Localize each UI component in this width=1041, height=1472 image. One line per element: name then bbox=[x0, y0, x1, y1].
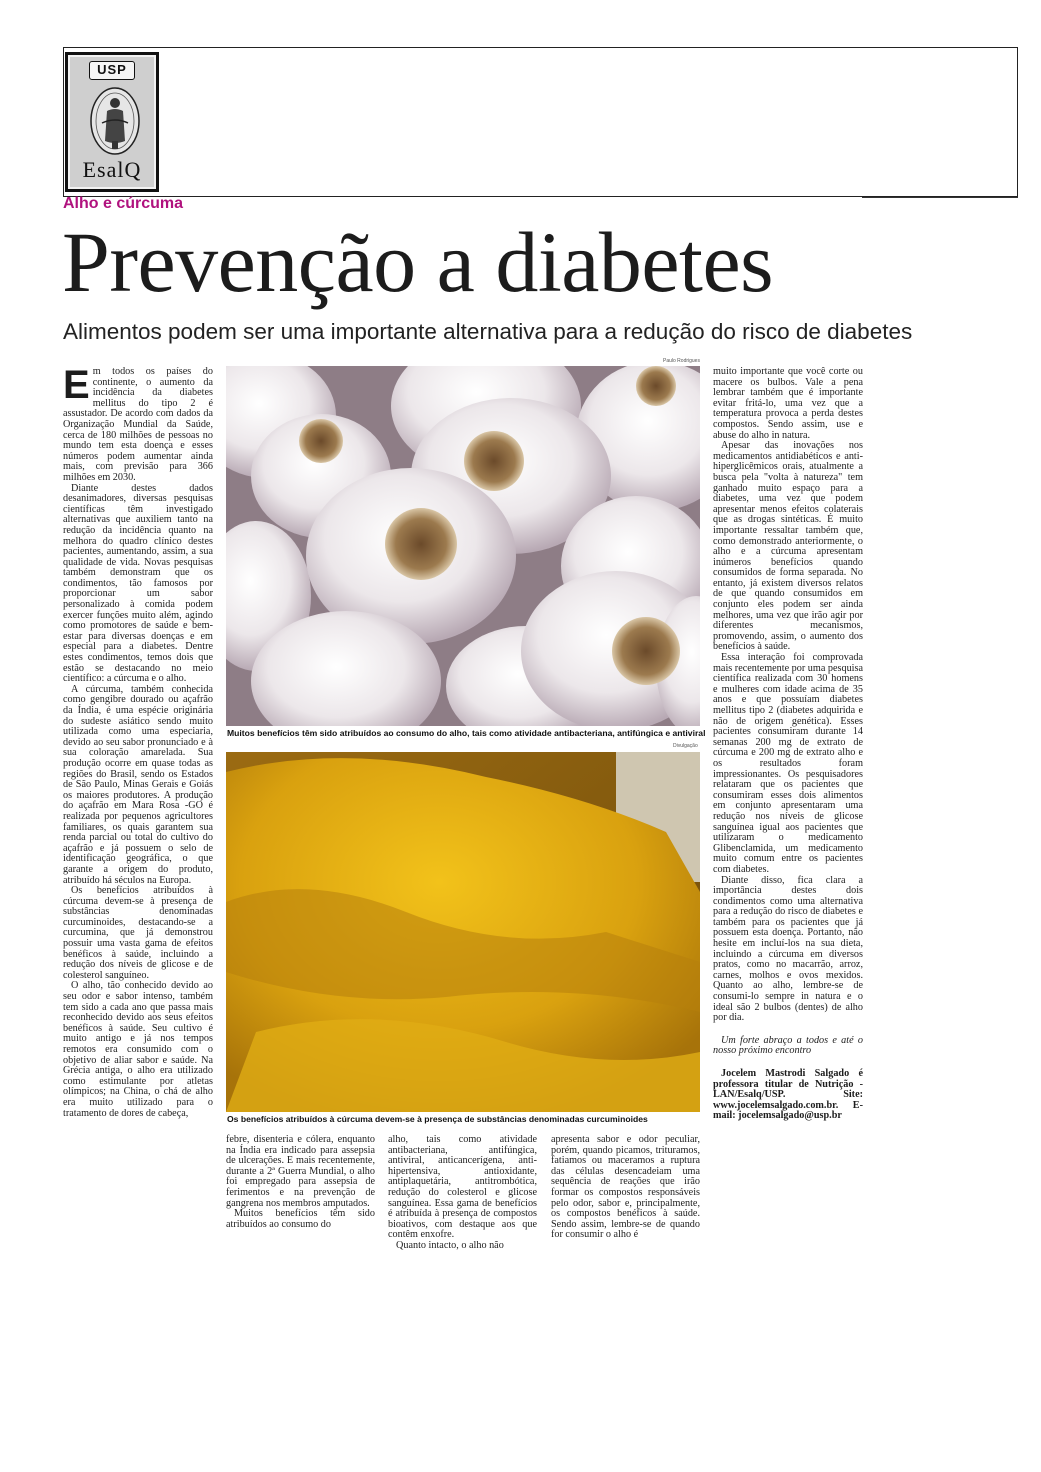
article-column-1 bbox=[63, 363, 213, 1119]
deck-subtitle: Alimentos podem ser uma importante alternativa para a redução do risco de diabetes bbox=[63, 319, 913, 344]
body-paragraph: Diante disso, fica clara a importância destes dois condimentos como uma alternativa para a redução do risco de diabetes e também para os pacientes que já possuem esta doença. Portanto, não hesite em incluí-los na sua dieta, incluindo a cúrcuma em diversos pratos, como no macarrão, arroz, carnes, molhos e ovos mexidos. Quanto ao alho, lembre-se de consumi-lo sempre in natura e o ideal são 2 bulbos (dentes) de alho por dia. bbox=[713, 874, 863, 1024]
caption-garlic: Muitos benefícios têm sido atribuídos ao consumo do alho, tais como atividade antibacteriana, antifúngica e antiviral bbox=[227, 728, 706, 738]
article-column-5 bbox=[713, 367, 863, 1122]
article-column-2 bbox=[226, 1135, 375, 1230]
body-paragraph: Quanto intacto, o alho não bbox=[396, 1239, 504, 1251]
drop-cap: E bbox=[63, 363, 90, 407]
logo-usp-text: USP bbox=[89, 61, 135, 80]
body-paragraph: Apesar das inovações nos medicamentos antidiabéticos e anti-hiperglicêmicos orais, atualmente a busca pela "volta à natureza" tem ganhado muito espaço para a diabetes, uma vez que podem apresentar menos efeitos colaterais que as drogas sintéticas. É muito importante ressaltar também que, como demonstrado anteriormente, o alho e a cúrcuma apresentam inúmeros benefícios quando consumidos de forma separada. No entanto, já existem diversos relatos de que quando consumidos em conjunto eles podem ser ainda melhores, uma vez que irão agir por diferentes mecanismos, promovendo, assim, o aumento dos benefícios à saúde. bbox=[713, 440, 863, 653]
body-paragraph: Essa interação foi comprovada mais recentemente por uma pesquisa científica realizada com 30 homens e mulheres com idade acima de 35 anos e que possuíam diabetes mellitus tipo 2 (diabetes adquirida e não de origem genética). Esses pacientes consumiram durante 14 semanas 200 mg de extrato de cúrcuma e 200 mg de extrato alho e os resultados foram impressionantes. Os pesquisadores relataram que os pacientes que consumiram esses dois alimentos em conjunto apresentaram uma redução nos níveis de glicose sanguínea igual aos pacientes que utilizaram o medicamento Glibenclamida, um medicamento muito comum entre os pacientes com diabetes. bbox=[713, 652, 863, 875]
logo-esalq-text: EsalQ bbox=[82, 157, 142, 182]
body-paragraph: Em todos os países do continente, o aumento da incidência da diabetes mellitus do tipo 2 é assustador. De acordo com dados da Organização Mundial da Saúde, cerca de 180 milhões de pessoas no mundo tem esta doença e esses números podem aumentar ainda mais, com previsão para 366 milhões em 2030. bbox=[63, 363, 213, 483]
body-paragraph: O alho, tão conhecido devido ao seu odor e sabor intenso, também tem sido a cada ano que passa mais reconhecido devido aos seus efeitos benéficos à saúde. Seu cultivo é muito antigo e já nos tempos remotos era consumido com o objetivo de aliar sabor e saúde. Na Grécia antiga, o alho era utilizado como estimulante por atletas olímpicos; na China, o chá de alho era muito utilizado para o tratamento de dores de cabeça, bbox=[63, 980, 213, 1119]
body-paragraph: febre, disenteria e cólera, enquanto na Índia era indicado para assepsia de ulcerações. E mais recentemente, durante a 2ª Guerra Mundial, o alho foi empregado para assepsia de ferimentos e na prevenção de gangrena nos membros amputados. bbox=[226, 1134, 375, 1209]
article-column-4 bbox=[551, 1135, 700, 1241]
logo-emblem-icon bbox=[88, 83, 142, 159]
signoff: Um forte abraço a todos e até o nosso próximo encontro bbox=[713, 1034, 863, 1057]
caption-turmeric: Os benefícios atribuídos à cúrcuma devem-se à presença de substâncias denominadas curcuminoides bbox=[227, 1114, 648, 1124]
header-rule bbox=[862, 197, 1018, 198]
body-paragraph: Muitos benefícios têm sido atribuídos ao consumo do bbox=[226, 1208, 375, 1230]
body-paragraph: Diante destes dados desanimadores, diversas pesquisas científicas têm investigado alternativas que auxiliem tanto na redução da incidência quanto na melhora do quadro clínico destes pacientes, aumentando, assim, a sua qualidade de vida. Novas pesquisas também demonstram que os condimentos, tão famosos por proporcionar um sabor personalizado à comida podem exercer funções muito além, agindo como promotores de saúde e bem-estar para diversas doenças e em especial para a diabetes. Dentre estes condimentos, temos dois que estão se destacando no meio científico: a cúrcuma e o alho. bbox=[63, 482, 213, 685]
article-column-3 bbox=[388, 1135, 537, 1252]
body-paragraph: alho, tais como atividade antibacteriana, antifúngica, antiviral, anticancerígena, anti-hipertensiva, antioxidante, antiplaquetária, antitrombótica, redução do colesterol e glicose sanguínea. Essa gama de benefícios é atribuída à presença de compostos bioativos, com destaque aos que contêm enxofre. bbox=[388, 1134, 537, 1241]
kicker: Alho e cúrcuma bbox=[63, 195, 184, 212]
body-paragraph: Os benefícios atribuídos à cúrcuma devem-se à presença de substâncias denominadas curcuminoides, destacando-se a curcumina, que já demonstrou possuir uma vasta gama de efeitos benéficos à saúde, incluindo a redução dos níveis de glicose e de colesterol sanguíneo. bbox=[63, 885, 213, 981]
photo-credit-garlic: Paulo Rodrigues bbox=[663, 358, 700, 364]
photo-credit-turmeric: Divulgação bbox=[673, 743, 698, 749]
body-paragraph: A cúrcuma, também conhecida como gengibre dourado ou açafrão da Índia, é uma espécie originária do sudeste asiático sendo muito utilizada como uma especiaria, devido ao seu sabor pronunciado e à sua coloração amarelada. Sua produção ocorre em quase todas as regiões do Brasil, sendo os Estados de São Paulo, Minas Gerais e Goiás os maiores produtores. A produção do açafrão em Mara Rosa -GO é realizada por pequenos agricultores familiares, os quais garantem sua renda parcial ou total do cultivo do açafrão e já possuem o selo de identificação geográfica, o que garante a origem do produto, atribuído há séculos na Europa. bbox=[63, 683, 213, 886]
header-frame bbox=[63, 47, 1018, 197]
headline: Prevenção a diabetes bbox=[62, 214, 774, 310]
body-paragraph: apresenta sabor e odor peculiar, porém, quando picamos, trituramos, fatiamos ou maceramos a ruptura das células desencadeiam uma sequência de reações que irão formar os compostos responsáveis pelo odor, sabor e, principalmente, os compostos benéficos à saúde. Sendo assim, lembre-se de quando for consumir o alho é bbox=[551, 1134, 700, 1241]
garlic-photo bbox=[226, 366, 700, 726]
body-paragraph: muito importante que você corte ou macere os bulbos. Vale a pena lembrar também que é importante evitar fritá-lo, uma vez que a temperatura provoca a perda destes compostos. Sendo assim, use e abuse do alho in natura. bbox=[713, 366, 863, 441]
usp-esalq-logo bbox=[65, 52, 159, 192]
turmeric-photo bbox=[226, 752, 700, 1112]
author-bio: Jocelem Mastrodi Salgado é professora titular de Nutrição - LAN/Esalq/USP. Site: www.jocelemsalgado.com.br. E-mail: jocelemsalgado@usp.br bbox=[713, 1068, 863, 1122]
